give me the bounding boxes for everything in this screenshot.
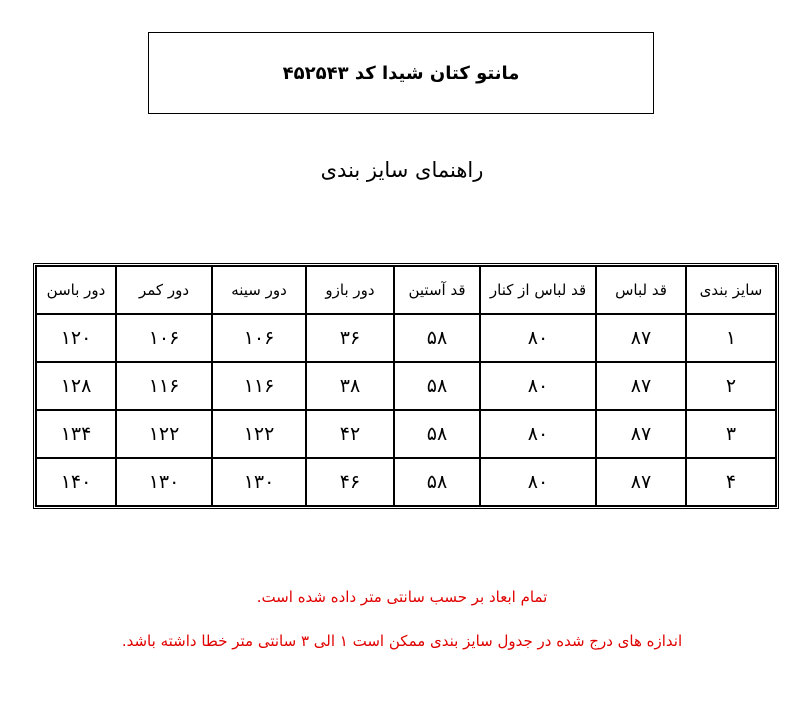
header-size: سایز بندی (686, 266, 776, 314)
header-sleeve-length: قد آستین (394, 266, 480, 314)
product-title: مانتو کتان شیدا کد ۴۵۲۵۴۳ (282, 62, 520, 84)
header-waist-circumference: دور کمر (116, 266, 212, 314)
tolerance-note: اندازه های درج شده در جدول سایز بندی ممکن است ۱ الی ۳ سانتی متر خطا داشته باشد. (121, 632, 683, 650)
table-cell: ۳۸ (306, 362, 394, 410)
table-cell: ۸۰ (480, 410, 596, 458)
table-cell: ۱۲۲ (212, 410, 306, 458)
table-cell: ۸۷ (596, 314, 686, 362)
table-cell: ۵۸ (394, 410, 480, 458)
table-cell: ۱۴۰ (36, 458, 116, 506)
header-hip-circumference: دور باسن (36, 266, 116, 314)
header-length: قد لباس (596, 266, 686, 314)
table-row (36, 362, 776, 410)
table-cell: ۸۰ (480, 362, 596, 410)
table-cell: ۵۸ (394, 362, 480, 410)
size-guide-table (33, 263, 779, 509)
table-cell: ۱۲۲ (116, 410, 212, 458)
table-row (36, 410, 776, 458)
header-side-length: قد لباس از کنار (480, 266, 596, 314)
table-cell: ۱۳۰ (212, 458, 306, 506)
table-header-row (36, 266, 776, 314)
table-cell: ۵۸ (394, 458, 480, 506)
table-cell: ۱۲۸ (36, 362, 116, 410)
table-cell: ۳۶ (306, 314, 394, 362)
table-cell: ۱۰۶ (116, 314, 212, 362)
table-row (36, 458, 776, 506)
table-cell: ۱۰۶ (212, 314, 306, 362)
table-cell: ۴ (686, 458, 776, 506)
table-row (36, 314, 776, 362)
table-cell: ۸۷ (596, 458, 686, 506)
table-cell: ۸۰ (480, 314, 596, 362)
table-cell: ۳ (686, 410, 776, 458)
header-chest-circumference: دور سینه (212, 266, 306, 314)
table-cell: ۴۲ (306, 410, 394, 458)
table-cell: ۱۱۶ (116, 362, 212, 410)
header-arm-circumference: دور بازو (306, 266, 394, 314)
table-cell: ۲ (686, 362, 776, 410)
measurement-unit-note: تمام ابعاد بر حسب سانتی متر داده شده است. (256, 588, 548, 606)
title-box (148, 32, 654, 114)
table-cell: ۱۳۴ (36, 410, 116, 458)
size-guide-heading: راهنمای سایز بندی (320, 158, 484, 182)
table-cell: ۱۲۰ (36, 314, 116, 362)
table-cell: ۸۷ (596, 410, 686, 458)
table-cell: ۱۱۶ (212, 362, 306, 410)
table-cell: ۸۰ (480, 458, 596, 506)
table-cell: ۵۸ (394, 314, 480, 362)
table-cell: ۱۳۰ (116, 458, 212, 506)
table-cell: ۱ (686, 314, 776, 362)
table-cell: ۸۷ (596, 362, 686, 410)
table-cell: ۴۶ (306, 458, 394, 506)
